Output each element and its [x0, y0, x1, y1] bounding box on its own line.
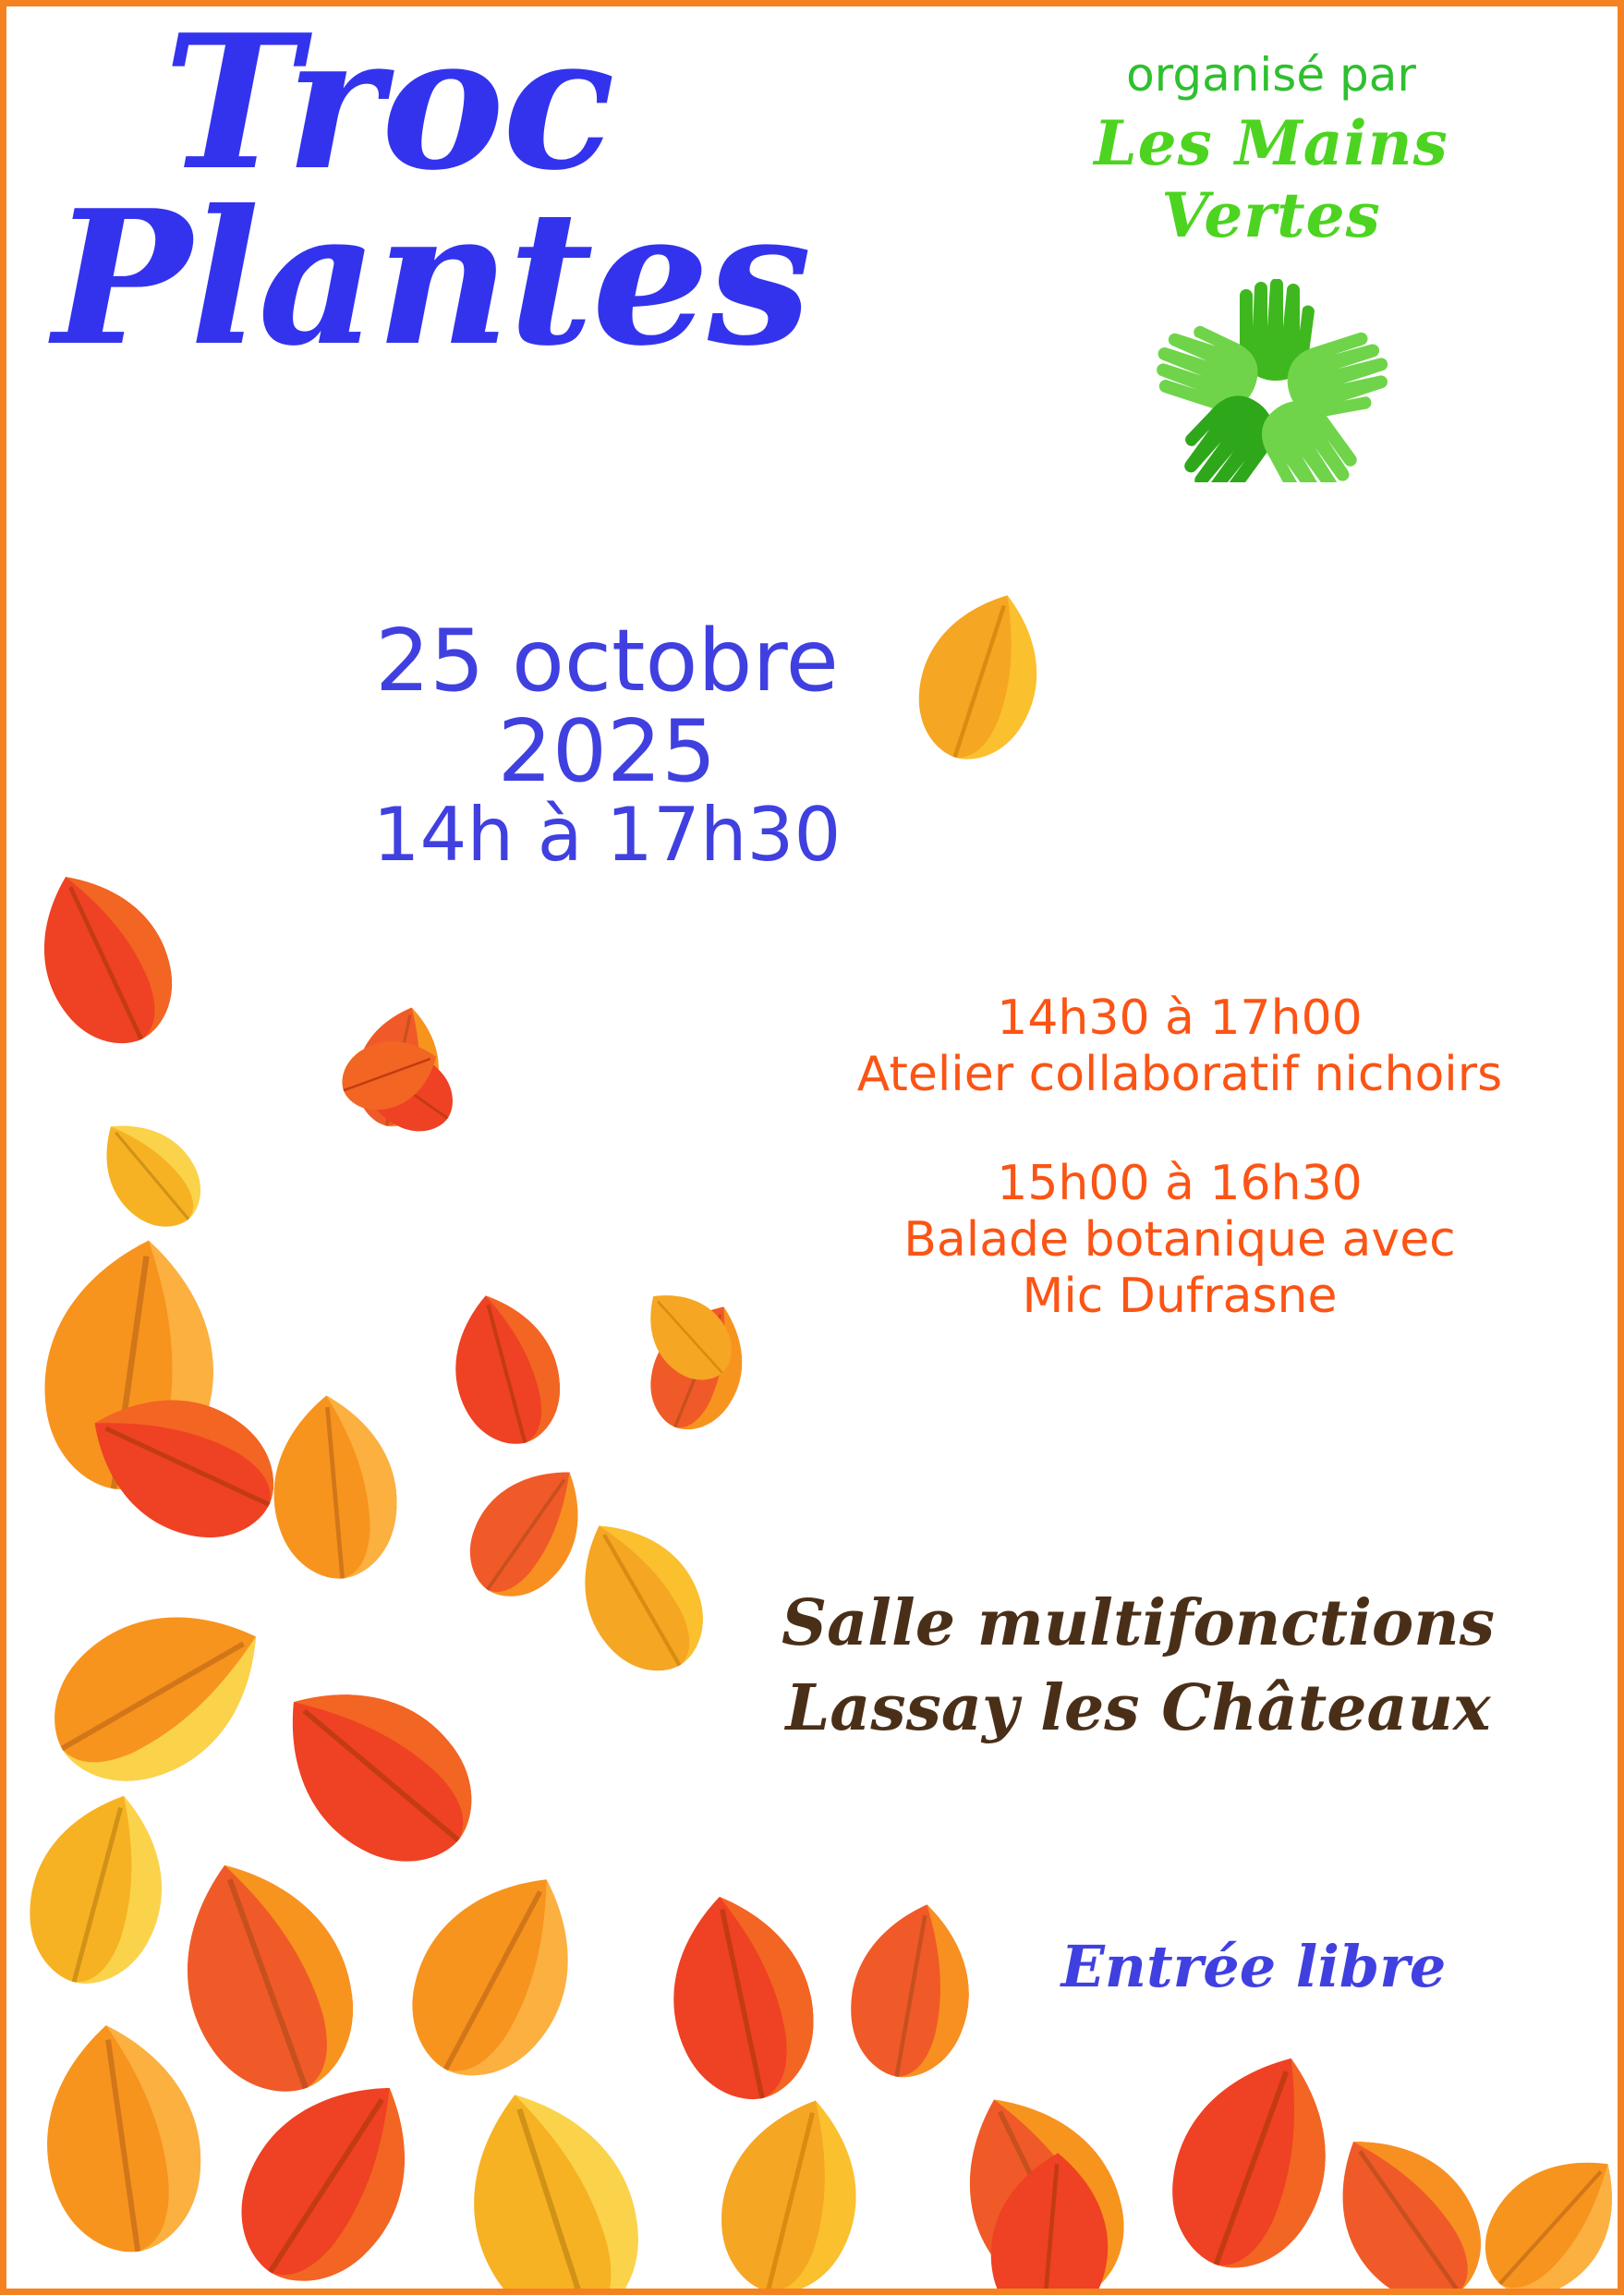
activity-2-description-cont: Mic Dufrasne	[1022, 1269, 1338, 1325]
poster-title	[43, 0, 875, 387]
green-hands-logo-icon	[976, 279, 1567, 482]
leaf-icon	[9, 2009, 234, 2269]
leaf-icon	[190, 2034, 468, 2295]
activity-2-description: Balade botanique avec	[903, 1212, 1456, 1269]
leaf-icon	[248, 1386, 420, 1588]
organiser-name: Les Mains Vertes	[1094, 107, 1448, 251]
leaf-icon	[57, 1347, 308, 1582]
event-hours: 14h à 17h30	[372, 792, 842, 879]
activity-1-description: Atelier collaboratif nichoirs	[856, 1047, 1503, 1103]
activity-2-time: 15h00 à 16h30	[997, 1155, 1363, 1211]
leaf-icon	[633, 1876, 849, 2119]
venue-name: Salle multifonctions	[781, 1586, 1495, 1660]
leaf-icon	[0, 1771, 205, 2006]
leaf-icon	[422, 1277, 588, 1462]
leaf-icon	[1447, 2116, 1624, 2295]
activities-block	[838, 990, 1521, 1326]
entry-notice: Entrée libre	[1060, 1933, 1447, 2000]
organiser-prefix: organisé par	[1126, 48, 1416, 102]
leaf-icon	[686, 2077, 897, 2295]
leaf-icon	[437, 1436, 620, 1626]
activity-1-time: 14h30 à 17h00	[997, 990, 1363, 1046]
leaf-icon	[127, 1827, 402, 2126]
leaf-icon	[417, 2059, 685, 2295]
leaf-icon	[1128, 2023, 1379, 2295]
leaf-icon	[0, 841, 213, 1075]
leaf-icon	[620, 1266, 757, 1403]
leaf-icon	[336, 995, 462, 1138]
organiser-block	[976, 48, 1567, 482]
event-date: 25 octobre	[375, 611, 839, 710]
leaf-icon	[8, 1221, 255, 1507]
activities-spacer	[838, 1104, 1521, 1156]
leaf-icon	[362, 1833, 629, 2116]
leaf-icon	[623, 1284, 776, 1450]
leaf-icon	[969, 2143, 1132, 2295]
venue-block	[709, 1582, 1568, 1752]
leaf-icon	[232, 1629, 520, 1912]
venue-city: Lassay les Châteaux	[785, 1670, 1491, 1745]
leaf-icon	[1288, 2095, 1525, 2295]
leaf-icon	[70, 1092, 228, 1253]
leaf-icon	[332, 1018, 476, 1158]
event-date-block	[284, 611, 930, 879]
leaf-icon	[10, 1551, 308, 1835]
title-line-2: Plantes	[53, 170, 810, 387]
leaf-icon	[910, 2056, 1173, 2295]
title-line-1: Troc	[164, 0, 613, 212]
leaf-icon	[328, 1017, 452, 1130]
event-year: 2025	[497, 700, 717, 801]
